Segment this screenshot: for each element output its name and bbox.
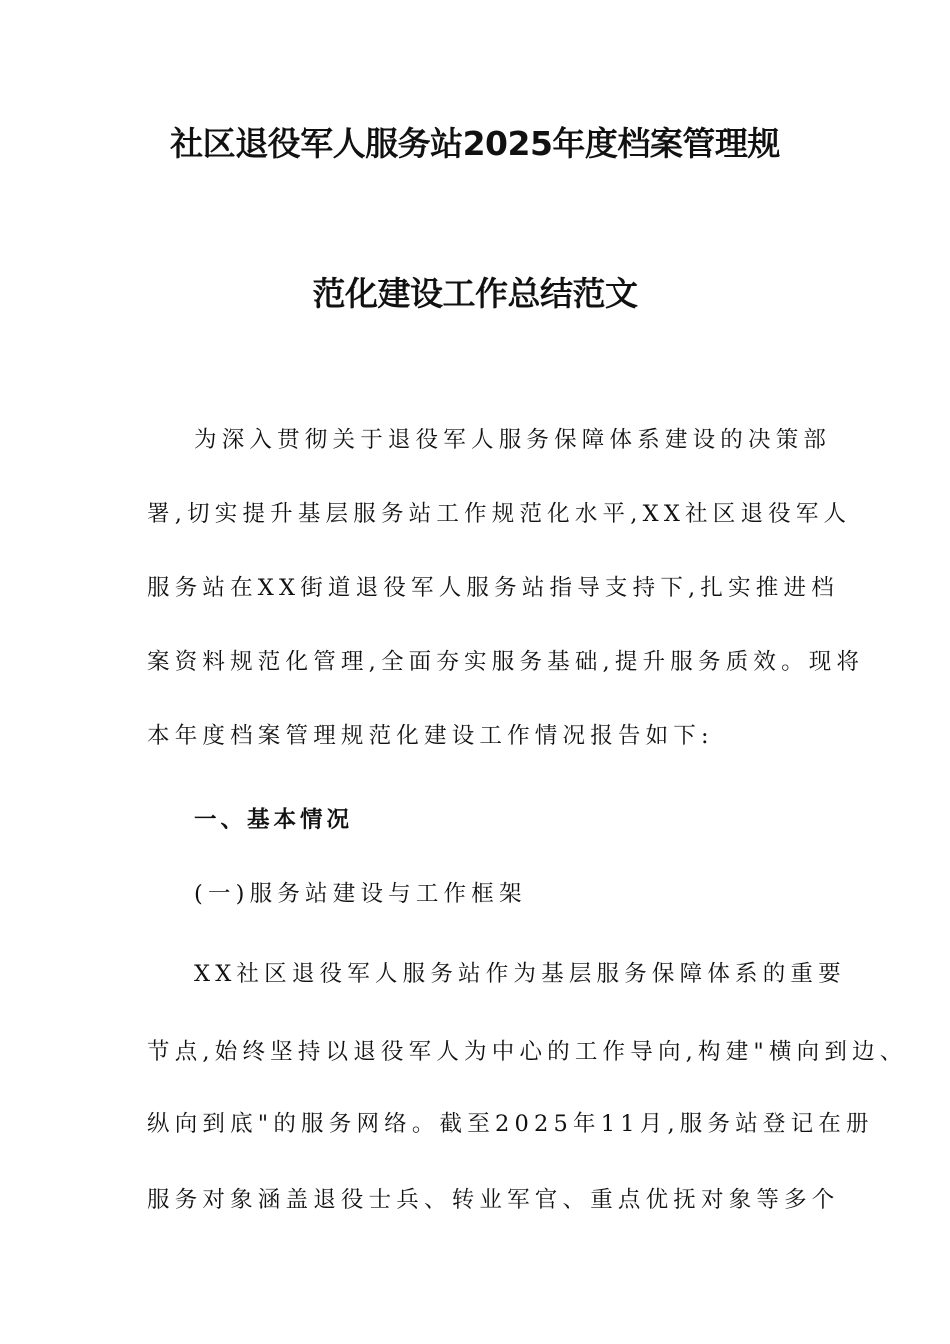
- section-heading-basic-situation: 一、基本情况: [194, 807, 354, 833]
- intro-line-4: 案资料规范化管理,全面夯实服务基础,提升服务质效。现将: [147, 649, 865, 675]
- intro-line-3: 服务站在XX街道退役军人服务站指导支持下,扎实推进档: [147, 575, 839, 601]
- subsection-heading-station-framework: (一)服务站建设与工作框架: [194, 881, 527, 907]
- intro-line-5: 本年度档案管理规范化建设工作情况报告如下:: [147, 723, 714, 749]
- intro-line-2: 署,切实提升基层服务站工作规范化水平,XX社区退役军人: [147, 501, 852, 527]
- intro-line-1: 为深入贯彻关于退役军人服务保障体系建设的决策部: [194, 427, 832, 453]
- document-title-line-2: 范化建设工作总结范文: [312, 274, 638, 313]
- paragraph-line-2: 节点,始终坚持以退役军人为中心的工作导向,构建"横向到边、: [147, 1039, 908, 1065]
- paragraph-line-3: 纵向到底"的服务网络。截至2025年11月,服务站登记在册: [147, 1111, 874, 1137]
- document-title-line-1: 社区退役军人服务站2025年度档案管理规: [170, 124, 780, 163]
- paragraph-line-4: 服务对象涵盖退役士兵、转业军官、重点优抚对象等多个: [147, 1187, 840, 1213]
- paragraph-line-1: XX社区退役军人服务站作为基层服务保障体系的重要: [194, 961, 846, 987]
